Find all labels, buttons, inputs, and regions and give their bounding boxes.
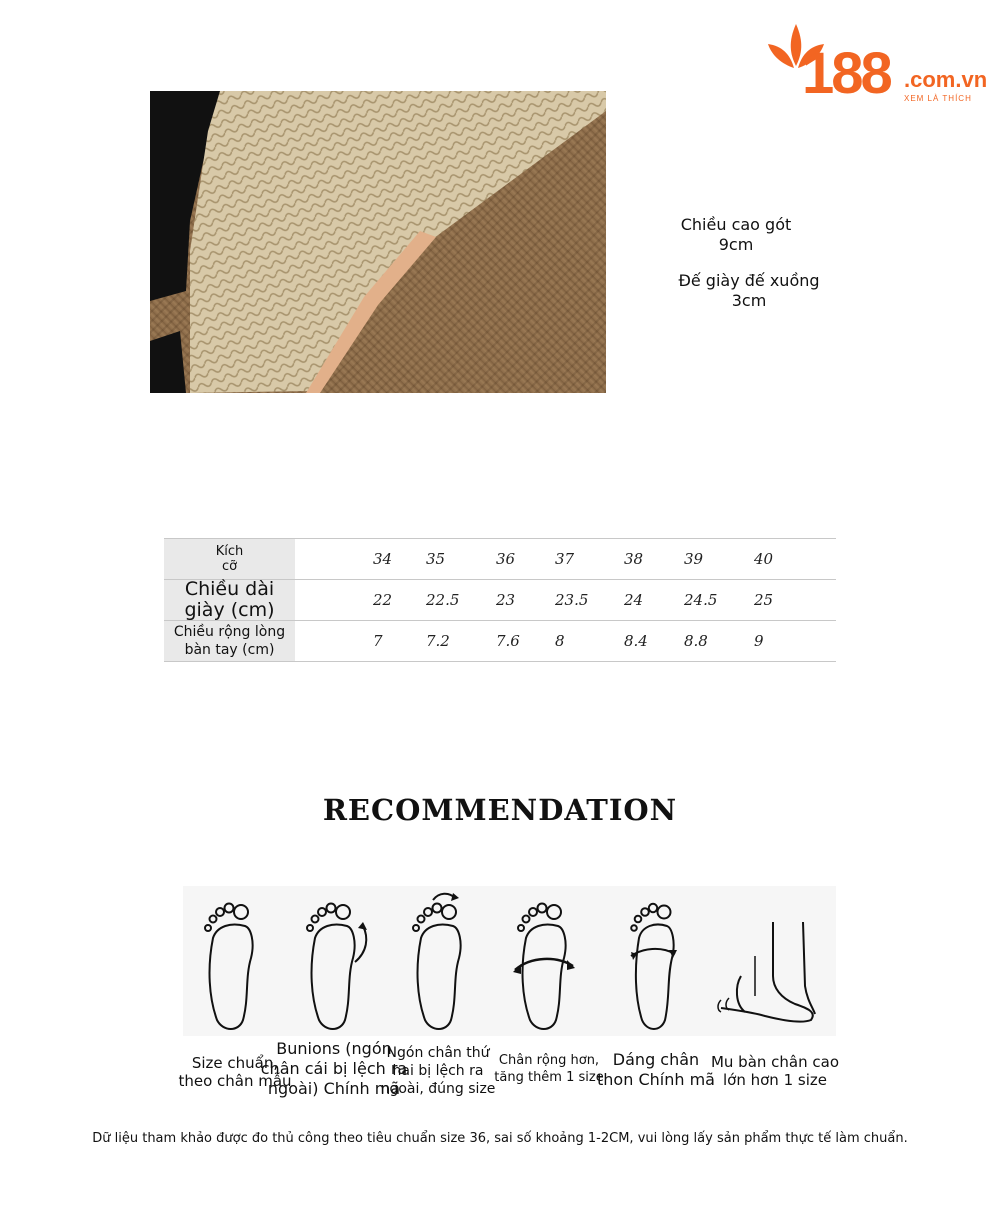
table-cell: 25 (754, 591, 774, 609)
foot-second-toe-icon (409, 890, 479, 1033)
product-photo (150, 91, 606, 393)
logo-tagline: XEM LÀ THÍCH (904, 94, 972, 103)
table-row (164, 538, 836, 580)
caption-line: Bunions (ngón (276, 1039, 392, 1058)
row-header-width (164, 621, 295, 661)
row-header-line: giày (cm) (184, 599, 275, 621)
table-cell: 38 (624, 550, 644, 568)
caption-line: theo chân mẫu (178, 1072, 292, 1090)
sole-value: 3cm (731, 291, 767, 310)
foot-high-instep-icon (711, 916, 821, 1028)
sole-label: Đế giày đế xuồng (678, 271, 820, 290)
table-cell: 7 (373, 632, 383, 650)
table-cell: 34 (373, 550, 393, 568)
heel-height-info (660, 215, 812, 255)
row-header-line: bàn tay (cm) (184, 642, 275, 658)
caption-line: ngoài) Chính mã (267, 1079, 401, 1098)
caption-line: ngoài, đúng size (380, 1081, 496, 1097)
table-cell: 8.4 (624, 632, 648, 650)
table-cell: 22 (373, 591, 393, 609)
logo-domain: .com.vn (904, 67, 988, 92)
table-cell: 36 (496, 550, 516, 568)
table-cell: 24.5 (684, 591, 718, 609)
caption-line: Chân rộng hơn, (498, 1053, 600, 1068)
heel-height-label: Chiều cao gót (680, 215, 792, 234)
foot-slim-icon (625, 898, 685, 1033)
table-cell: 7.2 (426, 632, 450, 650)
caption-line: chân cái bị lệch ra (260, 1059, 408, 1078)
foot-illustrations (183, 886, 836, 1036)
row-header-line: Chiều dài (184, 578, 275, 600)
table-cell: 35 (426, 550, 446, 568)
caption-line: lớn hơn 1 size (723, 1071, 827, 1089)
caption-line: Dáng chân (612, 1050, 700, 1069)
table-cell: 23 (496, 591, 516, 609)
caption-line: tăng thêm 1 size (494, 1070, 604, 1085)
caption-line: Ngón chân thứ (386, 1045, 490, 1061)
caption-second-toe (372, 1044, 504, 1098)
brand-logo[interactable] (766, 18, 992, 110)
caption-high-instep (700, 1053, 850, 1089)
table-cell: 8.8 (684, 632, 708, 650)
row-header-length (164, 580, 295, 620)
heel-height-value: 9cm (718, 235, 754, 254)
table-cell: 9 (754, 632, 764, 650)
row-header-line: Chiều rộng lòng (173, 624, 286, 640)
row-header-line: cỡ (221, 559, 238, 574)
table-cell: 23.5 (555, 591, 589, 609)
foot-standard-icon (201, 898, 261, 1033)
sole-info (660, 271, 838, 311)
logo-number: 188 (802, 41, 890, 106)
table-cell: 22.5 (426, 591, 460, 609)
table-cell: 37 (555, 550, 575, 568)
table-cell: 39 (684, 550, 704, 568)
table-cell: 7.6 (496, 632, 520, 650)
row-header-line: Kích (215, 544, 244, 559)
caption-line: hai bị lệch ra (392, 1063, 484, 1079)
foot-bunion-icon (303, 898, 383, 1033)
caption-line: thon Chính mã (597, 1070, 715, 1089)
table-cell: 24 (624, 591, 644, 609)
foot-wide-icon (511, 898, 577, 1033)
size-table (164, 538, 836, 662)
row-header-size (164, 539, 295, 579)
table-row (164, 621, 836, 662)
caption-line: Mu bàn chân cao (710, 1053, 840, 1071)
caption-line: Size chuẩn, (191, 1054, 279, 1072)
table-cell: 8 (555, 632, 565, 650)
measurement-note: Dữ liệu tham khảo được đo thủ công theo tiêu chuẩn size 36, sai số khoảng 1-2CM, vui lòng lấy sản phẩm thực tế làm chuẩn. (92, 1131, 908, 1146)
table-cell: 40 (754, 550, 774, 568)
recommendation-title: RECOMMENDATION (322, 793, 678, 827)
table-row (164, 580, 836, 621)
